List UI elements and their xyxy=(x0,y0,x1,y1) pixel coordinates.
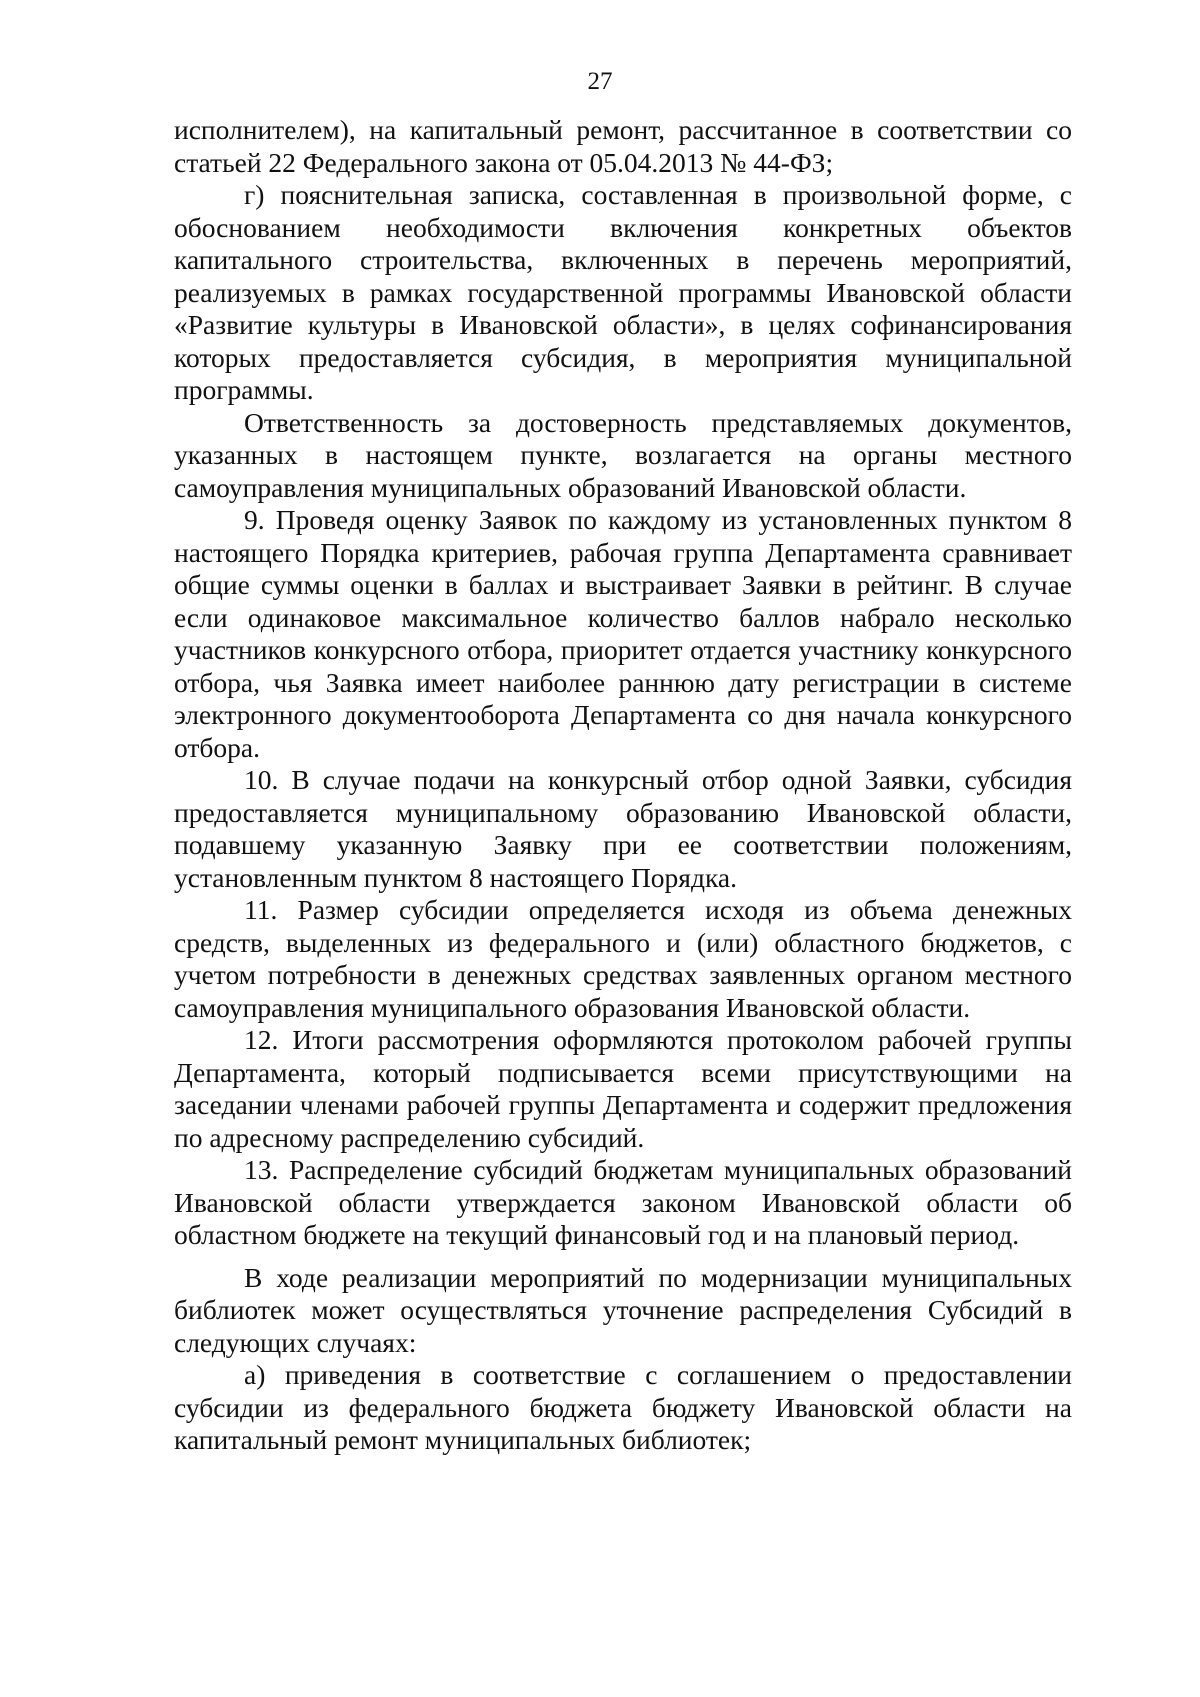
paragraph-item-9: 9. Проведя оценку Заявок по каждому из установленных пунктом 8 настоящего Порядка критериев, рабочая группа Департамента сравнивает общие суммы оценки в баллах и выстраивает Заявки в рейтинг. В случае если одинаковое максимальное количество баллов набрало несколько участников конкурсного отбора, приоритет отдается участнику конкурсного отбора, чья Заявка имеет наиболее раннюю дату регистрации в системе электронного документооборота Департамента со дня начала конкурсного отбора. xyxy=(174,504,1072,763)
paragraph-explanatory-note: г) пояснительная записка, составленная в произвольной форме, с обоснованием необходимости включения конкретных объектов капитального строительства, включенных в перечень мероприятий, реализуемых в рамках государственной программы Ивановской области «Развитие культуры в Ивановской области», в целях софинансирования которых предоставляется субсидия, в мероприятия муниципальной программы. xyxy=(174,179,1072,405)
paragraph-clarification: В ходе реализации мероприятий по модернизации муниципальных библиотек может осуществляться уточнение распределения Субсидий в следующих случаях: xyxy=(174,1261,1072,1358)
paragraph-item-12: 12. Итоги рассмотрения оформляются протоколом рабочей группы Департамента, который подписывается всеми присутствующими на заседании членами рабочей группы Департамента и содержит предложения по адресному распределению субсидий. xyxy=(174,1024,1072,1153)
paragraph-item-10: 10. В случае подачи на конкурсный отбор одной Заявки, субсидия предоставляется муниципальному образованию Ивановской области, подавшему указанную Заявку при ее соответствии положениям, установленным пунктом 8 настоящего Порядка. xyxy=(174,764,1072,893)
paragraph-item-13: 13. Распределение субсидий бюджетам муниципальных образований Ивановской области утверждается законом Ивановской области об областном бюджете на текущий финансовый год и на плановый период. xyxy=(174,1154,1072,1250)
page-number: 27 xyxy=(587,68,613,95)
paragraph-item-11: 11. Размер субсидии определяется исходя из объема денежных средств, выделенных из федерального и (или) областного бюджетов, с учетом потребности в денежных средствах заявленных органом местного самоуправления муниципального образования Ивановской области. xyxy=(174,894,1072,1023)
paragraph-case-a: а) приведения в соответствие с соглашением о предоставлении субсидии из федерального бюджета бюджету Ивановской области на капитальный ремонт муниципальных библиотек; xyxy=(174,1359,1072,1455)
paragraph-continuation: исполнителем), на капитальный ремонт, рассчитанное в соответствии со статьей 22 Федерального закона от 05.04.2013 № 44-ФЗ; xyxy=(174,114,1072,178)
document-body xyxy=(174,114,1072,1457)
paragraph-responsibility: Ответственность за достоверность представляемых документов, указанных в настоящем пункте, возлагается на органы местного самоуправления муниципальных образований Ивановской области. xyxy=(174,406,1072,503)
